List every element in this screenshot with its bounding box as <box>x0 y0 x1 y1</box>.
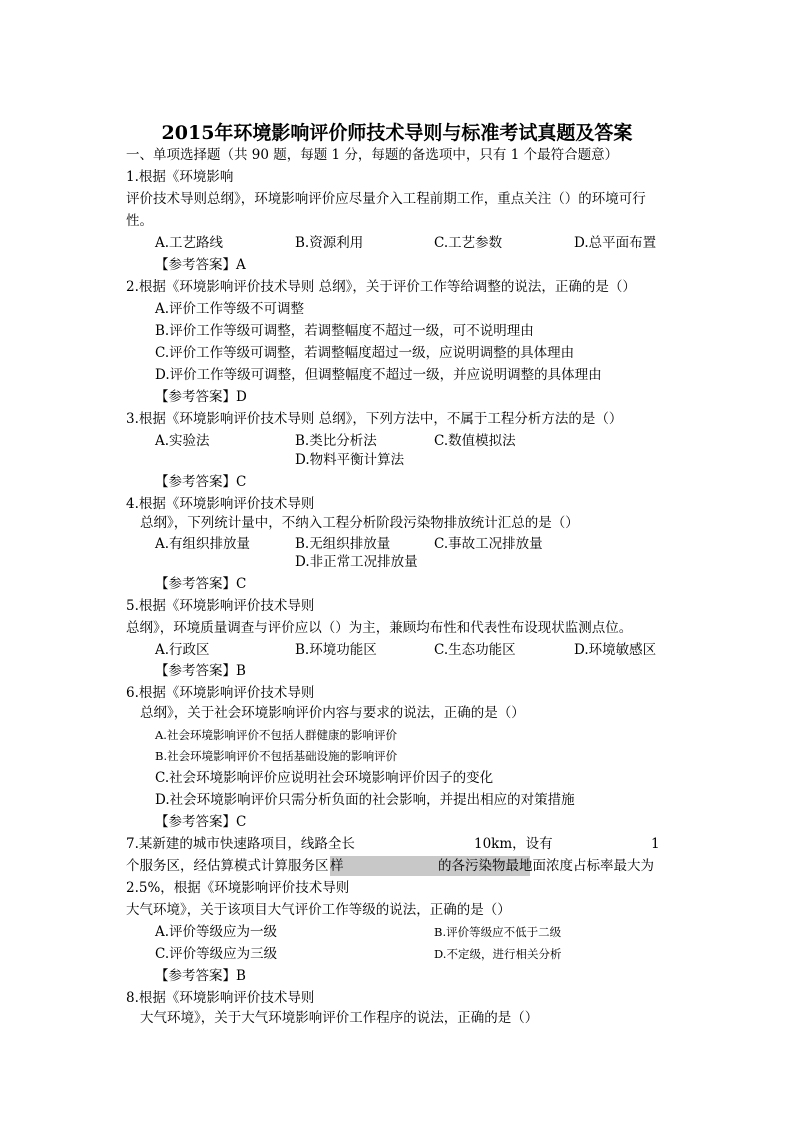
question-7-stem-line1a: 7.某新建的城市快速路项目，线路全长 <box>126 836 355 852</box>
question-1-stem-line1: 1.根据《环境影响 <box>126 169 234 185</box>
question-1-stem-line2: 评价技术导则总纲》，环境影响评价应尽量介入工程前期工作，重点关注（）的环境可行 <box>126 191 646 207</box>
question-8-stem-line1: 8.根据《环境影响评价技术导则 <box>126 990 315 1006</box>
question-7-stem-line2a: 个服务区，经估算模式计算服务区 <box>126 858 329 874</box>
question-8-stem-line2: 大气环境》，关于大气环境影响评价工作程序的说法，正确的是（） <box>140 1010 539 1026</box>
question-3-stem: 3.根据《环境影响评价技术导则 总纲》，下列方法中，不属于工程分析方法的是（） <box>126 411 623 427</box>
question-6-answer: 【参考答案】C <box>155 814 247 830</box>
question-2-option-a: A.评价工作等级不可调整 <box>155 301 305 317</box>
question-3-option-a: A.实验法 <box>155 433 210 449</box>
question-3-option-b: B.类比分析法 <box>295 433 377 449</box>
question-7-stem-line1b: 10km，设有 <box>474 836 553 852</box>
question-7-answer: 【参考答案】B <box>155 968 246 984</box>
question-1-option-c: C.工艺参数 <box>434 235 503 251</box>
question-1-answer: 【参考答案】A <box>155 257 246 273</box>
question-7-stem-line4: 大气环境》，关于该项目大气评价工作等级的说法，正确的是（） <box>126 902 511 918</box>
question-7-stem-line1c: 1 <box>651 836 660 852</box>
question-7-option-b: B.评价等级应不低于二级 <box>434 925 562 939</box>
question-1-stem-line3: 性。 <box>126 213 153 229</box>
question-1-option-a: A.工艺路线 <box>155 235 224 251</box>
question-7-option-d: D.不定级，进行相关分析 <box>434 947 562 961</box>
question-3-option-c: C.数值模拟法 <box>434 433 516 449</box>
question-5-option-c: C.生态功能区 <box>434 642 516 658</box>
question-6-option-b: B.社会环境影响评价不包括基础设施的影响评价 <box>155 749 398 763</box>
question-2-answer: 【参考答案】D <box>155 389 247 405</box>
question-4-option-c: C.事故工况排放量 <box>434 536 543 552</box>
question-6-stem-line1: 6.根据《环境影响评价技术导则 <box>126 685 315 701</box>
document-title: 2015年环境影响评价师技术导则与标准考试真题及答案 <box>161 122 633 144</box>
question-6-option-d: D.社会环境影响评价只需分析负面的社会影响，并提出相应的对策措施 <box>155 792 575 808</box>
question-1-option-d: D.总平面布置 <box>574 235 657 251</box>
question-2-option-c: C.评价工作等级可调整，若调整幅度超过一级，应说明调整的具体理由 <box>155 345 575 361</box>
question-7-stem-line2b: 样 <box>330 858 344 874</box>
question-4-stem-line1: 4.根据《环境影响评价技术导则 <box>126 496 315 512</box>
question-7-stem-line3: 2.5%，根据《环境影响评价技术导则 <box>126 880 350 896</box>
question-2-option-d: D.评价工作等级可调整，但调整幅度不超过一级，并应说明调整的具体理由 <box>155 367 602 383</box>
question-4-option-d: D.非正常工况排放量 <box>295 554 418 570</box>
question-7-stem-line2c: 的各污染物最地面浓度占标率最大为 <box>438 858 654 874</box>
question-2-option-b: B.评价工作等级可调整，若调整幅度不超过一级，可不说明理由 <box>155 323 534 339</box>
question-6-option-c: C.社会环境影响评价应说明社会环境影响评价因子的变化 <box>155 770 494 786</box>
question-5-option-b: B.环境功能区 <box>295 642 377 658</box>
question-3-option-d: D.物料平衡计算法 <box>295 452 405 468</box>
question-6-option-a: A.社会环境影响评价不包括人群健康的影响评价 <box>155 728 397 742</box>
question-5-stem-line1: 5.根据《环境影响评价技术导则 <box>126 598 315 614</box>
section-heading: 一、单项选择题（共 90 题，每题 1 分，每题的备选项中，只有 1 个最符合题意） <box>126 147 619 163</box>
question-4-option-b: B.无组织排放量 <box>295 536 391 552</box>
question-7-option-a: A.评价等级应为一级 <box>155 924 278 940</box>
question-4-option-a: A.有组织排放量 <box>155 536 251 552</box>
question-5-option-d: D.环境敏感区 <box>574 642 657 658</box>
question-2-stem: 2.根据《环境影响评价技术导则 总纲》，关于评价工作等给调整的说法，正确的是（） <box>126 279 636 295</box>
question-5-option-a: A.行政区 <box>155 642 210 658</box>
question-4-answer: 【参考答案】C <box>155 576 247 592</box>
question-5-stem-line2: 总纲》，环境质量调查与评价应以（）为主，兼顾均布性和代表性布设现状监测点位。 <box>126 620 633 636</box>
question-1-option-b: B.资源利用 <box>295 235 364 251</box>
question-6-stem-line2: 总纲》，关于社会环境影响评价内容与要求的说法，正确的是（） <box>140 705 525 721</box>
question-4-stem-line2: 总纲》，下列统计量中，不纳入工程分析阶段污染物排放统计汇总的是（） <box>140 515 579 531</box>
question-3-answer: 【参考答案】C <box>155 474 247 490</box>
question-7-option-c: C.评价等级应为三级 <box>155 946 278 962</box>
question-5-answer: 【参考答案】B <box>155 663 246 679</box>
